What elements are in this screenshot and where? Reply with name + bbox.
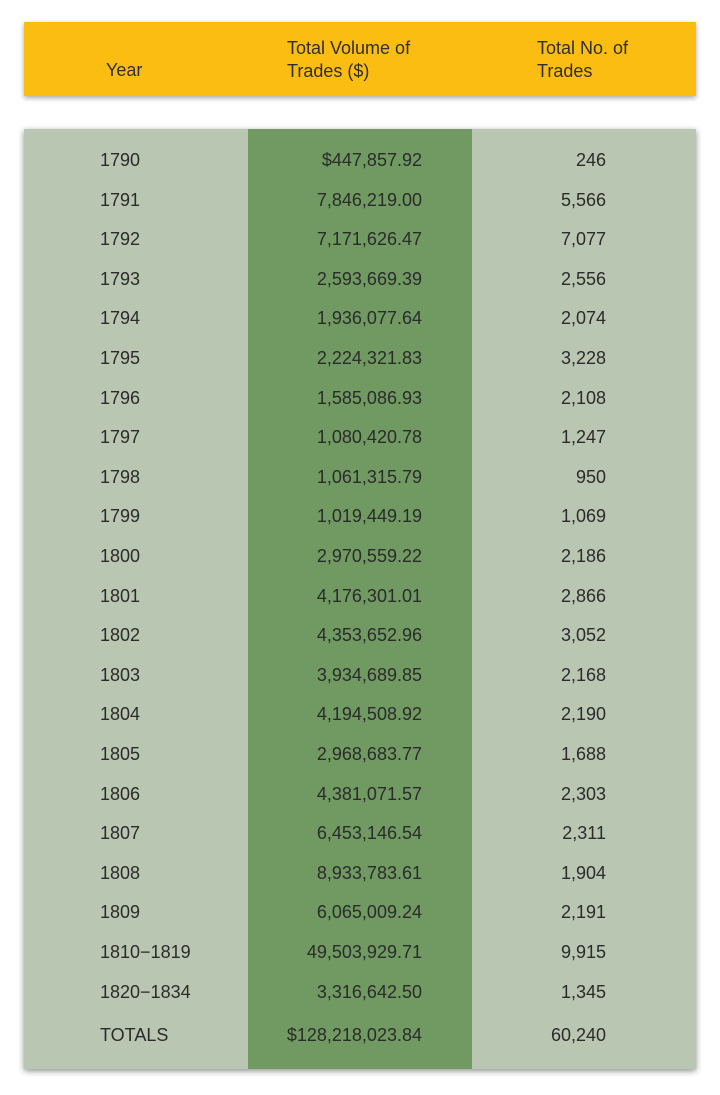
row-year: 1794 [100, 308, 141, 329]
table-row [24, 379, 696, 419]
row-year: 1797 [100, 427, 141, 448]
row-year: 1801 [100, 585, 141, 606]
row-count: 2,108 [560, 387, 606, 408]
row-volume: 4,353,652.96 [316, 625, 422, 646]
table-row [24, 181, 696, 221]
row-volume: 4,176,301.01 [316, 585, 422, 606]
row-count: 5,566 [560, 189, 606, 210]
row-year: 1809 [100, 902, 141, 923]
row-year: 1792 [100, 229, 141, 250]
table-row [24, 893, 696, 933]
totals-label: TOTALS [100, 1025, 169, 1046]
totals-count: 60,240 [550, 1025, 606, 1046]
table-row [24, 458, 696, 498]
row-count: 2,186 [560, 546, 606, 566]
row-year: 1803 [100, 664, 141, 685]
row-year: 1820−1834 [100, 981, 191, 1002]
table-row [24, 220, 696, 260]
row-volume: 6,453,146.54 [316, 823, 422, 844]
row-volume: 4,194,508.92 [316, 704, 422, 725]
row-count: 2,191 [560, 902, 606, 923]
row-volume: 1,585,086.93 [316, 387, 422, 408]
row-year: 1804 [100, 704, 141, 725]
table-row [24, 616, 696, 656]
header-total-volume-line-1: Total Volume of [287, 38, 411, 58]
row-year: 1805 [100, 744, 141, 764]
row-count: 2,556 [560, 268, 606, 289]
row-count: 1,345 [560, 981, 606, 1002]
table-row [24, 973, 696, 1013]
row-volume: 2,593,669.39 [316, 268, 422, 289]
header-year: Year [106, 60, 143, 80]
row-volume: 7,846,219.00 [316, 189, 422, 210]
header-total-count-line-2: Trades [537, 61, 593, 81]
header-total-volume-line-2: Trades ($) [287, 61, 370, 81]
row-volume: 2,970,559.22 [316, 546, 422, 566]
row-count: 1,069 [560, 506, 606, 527]
row-count: 950 [575, 466, 606, 487]
row-volume: 2,968,683.77 [316, 744, 422, 764]
row-volume: 8,933,783.61 [316, 862, 422, 883]
row-count: 2,168 [560, 664, 606, 685]
row-year: 1810−1819 [100, 942, 191, 962]
row-volume: 49,503,929.71 [306, 942, 422, 962]
row-year: 1807 [100, 823, 141, 844]
row-volume: 7,171,626.47 [316, 229, 422, 250]
row-year: 1791 [100, 189, 141, 210]
row-year: 1806 [100, 783, 141, 804]
table-row [24, 735, 696, 775]
table-row [24, 497, 696, 537]
row-volume: 1,080,420.78 [316, 427, 422, 448]
row-year: 1796 [100, 387, 141, 408]
header-total-count [537, 37, 628, 83]
table-row [24, 537, 696, 577]
table-row [24, 260, 696, 300]
row-volume: 6,065,009.24 [316, 902, 422, 923]
table-row [24, 299, 696, 339]
row-volume: 3,934,689.85 [316, 664, 422, 685]
row-count: 1,688 [560, 744, 606, 764]
row-count: 1,904 [560, 862, 606, 883]
table-row [24, 141, 696, 181]
trades-table [24, 129, 696, 1069]
row-count: 3,228 [560, 348, 606, 368]
row-count: 9,915 [560, 942, 606, 962]
row-volume: 1,019,449.19 [316, 506, 422, 527]
table-row [24, 339, 696, 379]
row-count: 2,303 [560, 783, 606, 804]
row-year: 1802 [100, 625, 141, 646]
row-count: 2,190 [560, 704, 606, 725]
table-row [24, 814, 696, 854]
table-row [24, 656, 696, 696]
row-count: 246 [575, 150, 606, 170]
row-year: 1798 [100, 466, 141, 487]
totals-volume: $128,218,023.84 [286, 1025, 422, 1046]
row-year: 1799 [100, 506, 141, 527]
row-count: 1,247 [560, 427, 606, 448]
row-count: 2,074 [560, 308, 606, 329]
table-row [24, 418, 696, 458]
table-row [24, 695, 696, 735]
row-volume: 4,381,071.57 [316, 783, 422, 804]
table-row [24, 577, 696, 617]
totals-row [24, 1016, 696, 1056]
row-year: 1800 [100, 546, 141, 566]
table-row [24, 933, 696, 973]
row-year: 1795 [100, 348, 141, 368]
row-count: 7,077 [560, 229, 606, 250]
row-year: 1808 [100, 862, 141, 883]
row-count: 2,866 [560, 585, 606, 606]
row-volume: 2,224,321.83 [316, 348, 422, 368]
row-count: 3,052 [560, 625, 606, 646]
row-year: 1793 [100, 268, 141, 289]
header-total-volume [287, 37, 410, 83]
table-header [24, 22, 696, 96]
row-volume: 3,316,642.50 [316, 981, 422, 1002]
row-volume: $447,857.92 [321, 150, 422, 170]
row-volume: 1,061,315.79 [316, 466, 422, 487]
row-year: 1790 [100, 150, 141, 170]
row-count: 2,311 [562, 823, 606, 844]
table-row [24, 775, 696, 815]
header-total-count-line-1: Total No. of [537, 38, 629, 58]
row-volume: 1,936,077.64 [316, 308, 422, 329]
table-row [24, 854, 696, 894]
